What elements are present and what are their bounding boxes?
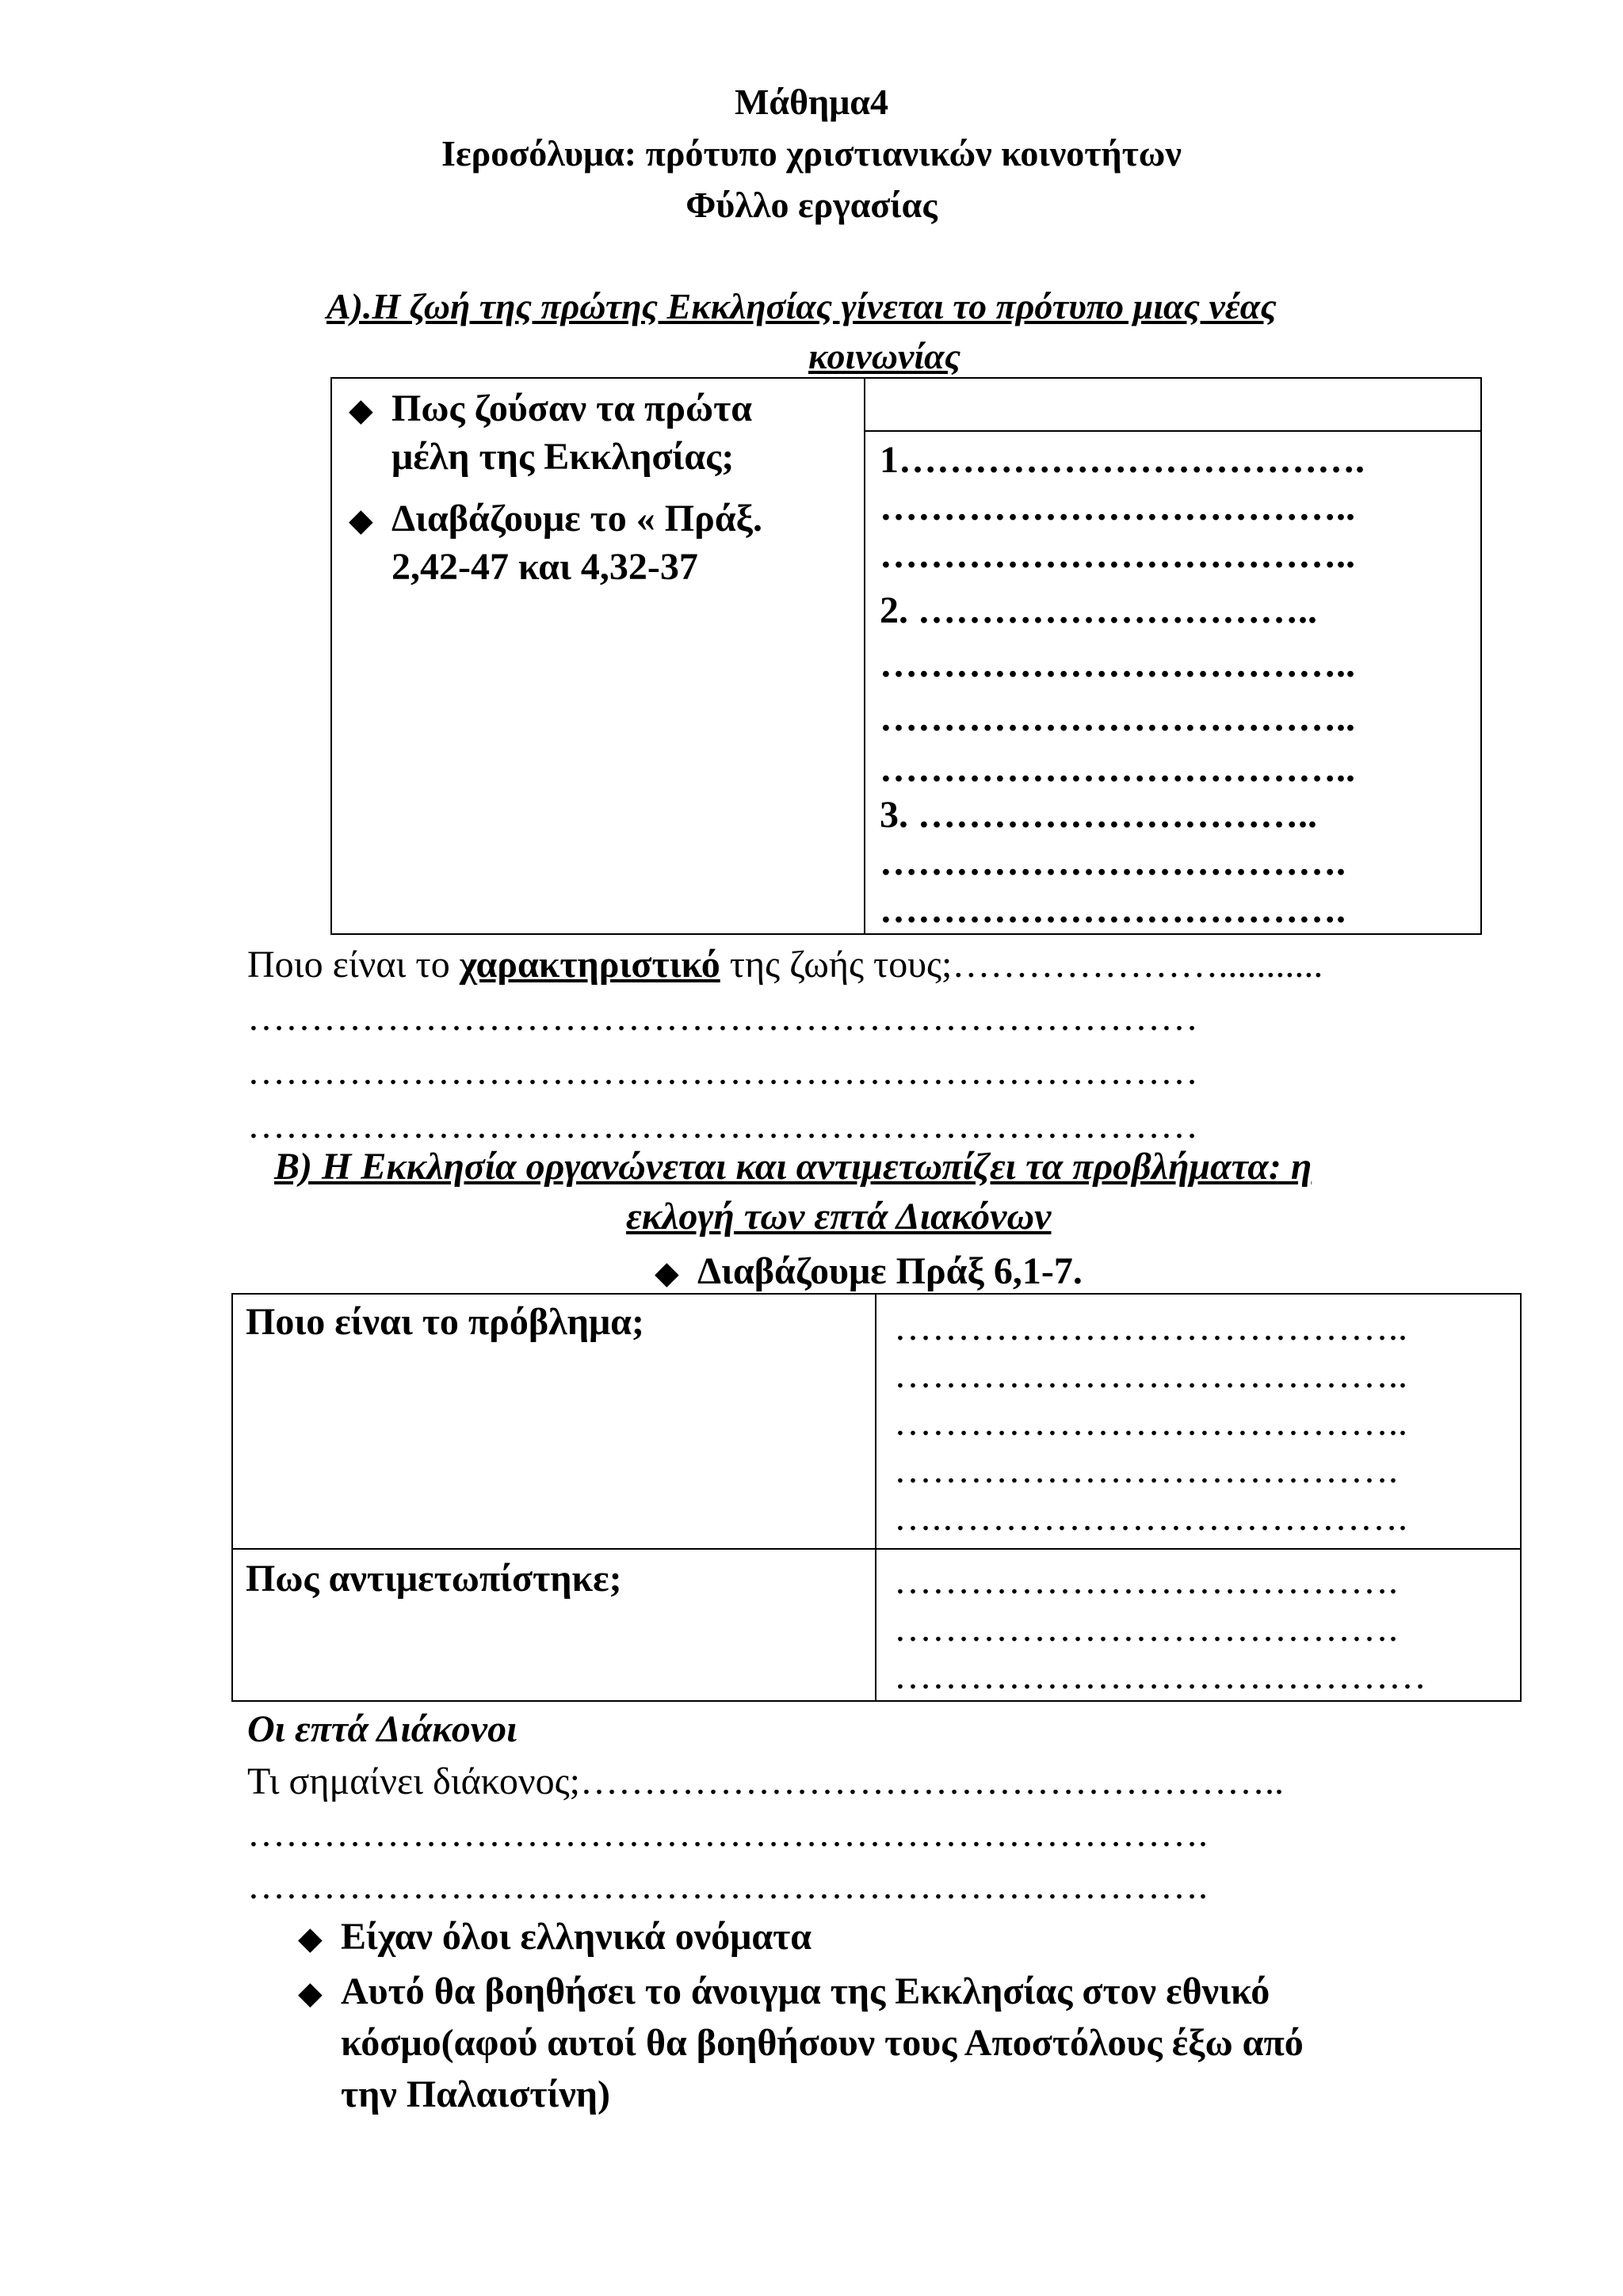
- bullet-greek-names: ◆ Είχαν όλοι ελληνικά ονόματα: [298, 1911, 812, 1965]
- problem-answer-line[interactable]: …………………………………..: [894, 1306, 1407, 1348]
- problem-answer-line[interactable]: ………………………………….: [894, 1449, 1398, 1491]
- characteristic-question: Ποιο είναι το χαρακτηριστικό της ζωής τους;…………………...........: [247, 944, 1323, 986]
- problem-label: Ποιο είναι το πρόβλημα;: [246, 1301, 644, 1343]
- section-a-heading: Α).Η ζωή της πρώτης Εκκλησίας γίνεται το πρότυπο μιας νέας: [327, 286, 1277, 326]
- bullet-item-how-lived: ◆ Πως ζούσαν τα πρώτα: [349, 384, 752, 434]
- answer-line-9[interactable]: ……………………………….: [880, 841, 1346, 883]
- diamond-bullet-icon: ◆: [349, 392, 373, 428]
- answer-line-10[interactable]: ……………………………….: [880, 889, 1346, 931]
- diamond-bullet-icon: ◆: [298, 1975, 323, 2011]
- bullet-item-read-acts: ◆ Διαβάζουμε το « Πράξ.: [349, 494, 762, 544]
- answer-dots-line[interactable]: …………………………………………………………………: [247, 1051, 1198, 1093]
- problem-answer-line[interactable]: …………………………………..: [894, 1354, 1407, 1396]
- page-title: Μάθημα4: [735, 82, 888, 122]
- section-c-heading: Οι επτά Διάκονοι: [247, 1708, 517, 1750]
- problem-answer-line[interactable]: ….……………………………….: [894, 1497, 1407, 1539]
- section-b-heading-cont: εκλογή των επτά Διακόνων: [626, 1196, 1052, 1238]
- section-b-reading: ◆ Διαβάζουμε Πράξ 6,1-7.: [655, 1245, 1083, 1299]
- section-b-heading: Β) Η Εκκλησία οργανώνεται και αντιμετωπίζει τα προβλήματα: η: [274, 1146, 1312, 1188]
- page-subtitle: Ιεροσόλυμα: πρότυπο χριστιανικών κοινοτήτων: [441, 133, 1182, 174]
- bullet-opening-church-cont: κόσμο(αφού αυτοί θα βοηθήσουν τους Αποστόλους έξω από: [341, 2022, 1304, 2064]
- bullet-opening-church: ◆ Αυτό θα βοηθήσει το άνοιγμα της Εκκλησίας στον εθνικό: [298, 1966, 1270, 2019]
- answer-dots-line[interactable]: …………………………………………………………………: [247, 997, 1198, 1039]
- diamond-bullet-icon: ◆: [349, 502, 373, 538]
- answer-dots-line[interactable]: …………………………………………………………………: [247, 1104, 1198, 1146]
- problem-answer-line[interactable]: …………………………………..: [894, 1402, 1407, 1444]
- solution-answer-line[interactable]: ………………………………….: [894, 1608, 1398, 1650]
- answer-dots-line[interactable]: ………………………………………………………………….: [247, 1865, 1208, 1907]
- diamond-bullet-icon: ◆: [298, 1920, 323, 1956]
- answer-line-7[interactable]: ………………………………..: [880, 748, 1355, 790]
- answer-line-8[interactable]: 3. …………………………..: [880, 794, 1317, 836]
- bullet-opening-church-cont2: την Παλαιστίνη): [341, 2073, 611, 2115]
- answer-line-1[interactable]: 1……………………………….: [880, 439, 1365, 481]
- section-a-heading-cont: κοινωνίας: [808, 336, 961, 376]
- answer-line-2[interactable]: ………………………………..: [880, 486, 1355, 528]
- solution-answer-line[interactable]: ………………………………….: [894, 1560, 1398, 1602]
- worksheet-label: Φύλλο εργασίας: [685, 185, 938, 225]
- answer-line-3[interactable]: ………………………………..: [880, 534, 1355, 576]
- answer-line-6[interactable]: ………………………………..: [880, 697, 1355, 739]
- diamond-bullet-icon: ◆: [655, 1255, 679, 1291]
- solution-label: Πως αντιμετωπίστηκε;: [246, 1558, 622, 1600]
- solution-answer-line[interactable]: ……………………………………: [894, 1655, 1426, 1697]
- answer-dots-line[interactable]: ………………………………………………………………….: [247, 1813, 1208, 1855]
- characteristic-keyword: χαρακτηριστικό: [459, 944, 720, 986]
- answer-line-4[interactable]: 2. …………………………..: [880, 589, 1317, 631]
- bullet-item-how-lived-cont: μέλη της Εκκλησίας;: [391, 436, 735, 478]
- bullet-item-read-acts-cont: 2,42-47 και 4,32-37: [391, 546, 698, 588]
- deacon-question: Τι σημαίνει διάκονος;………………………………………………..: [247, 1760, 1284, 1802]
- answer-line-5[interactable]: ………………………………..: [880, 643, 1355, 685]
